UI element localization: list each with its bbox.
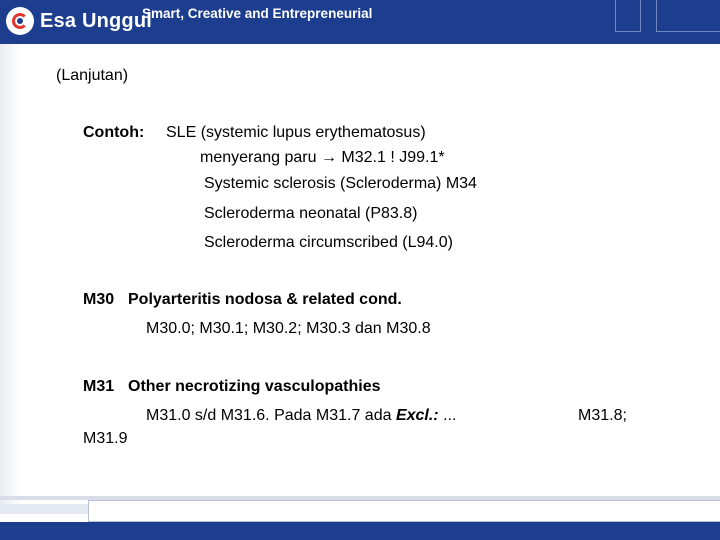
footer-bar [0, 522, 720, 540]
header-bar [0, 0, 720, 44]
m31-title: Other necrotizing vasculopathies [128, 378, 381, 395]
m31-code: M31 [83, 378, 115, 395]
m31-detail [146, 406, 456, 426]
brand-logo [6, 4, 152, 38]
excl-label: Excl.: [395, 407, 439, 424]
example-line-5: Scleroderma circumscribed (L94.0) [204, 234, 453, 251]
logo-mark-icon [6, 7, 34, 35]
m31-detail-suffix: ... [438, 407, 457, 424]
header-decor-box [615, 0, 641, 32]
example-line-3: Systemic sclerosis (Scleroderma) M34 [204, 175, 477, 192]
m30-detail: M30.0; M30.1; M30.2; M30.3 dan M30.8 [146, 320, 431, 337]
m30-code: M30 [83, 291, 115, 308]
logo-text: Esa Unggul [40, 9, 153, 32]
footer-decor-stripe [0, 504, 88, 514]
example-line-2: menyerang paru → M32.1 ! J99.1* [200, 149, 445, 166]
m30-title: Polyarteritis nodosa & related cond. [128, 291, 402, 308]
header-tagline: Smart, Creative and Entrepreneurial [142, 6, 373, 21]
example-label: Contoh: [83, 124, 145, 141]
slide-subtitle: (Lanjutan) [56, 67, 129, 84]
m31-last-line: M31.9 [83, 430, 128, 447]
example-line-1: SLE (systemic lupus erythematosus) [166, 124, 426, 141]
header-decor-box [656, 0, 720, 32]
footer-decor-box [88, 500, 720, 522]
m31-right-code: M31.8; [578, 407, 627, 424]
example-line-4: Scleroderma neonatal (P83.8) [204, 205, 418, 222]
m31-detail-prefix: M31.0 s/d M31.6. Pada M31.7 ada [146, 407, 396, 424]
side-decor-band [0, 44, 22, 514]
